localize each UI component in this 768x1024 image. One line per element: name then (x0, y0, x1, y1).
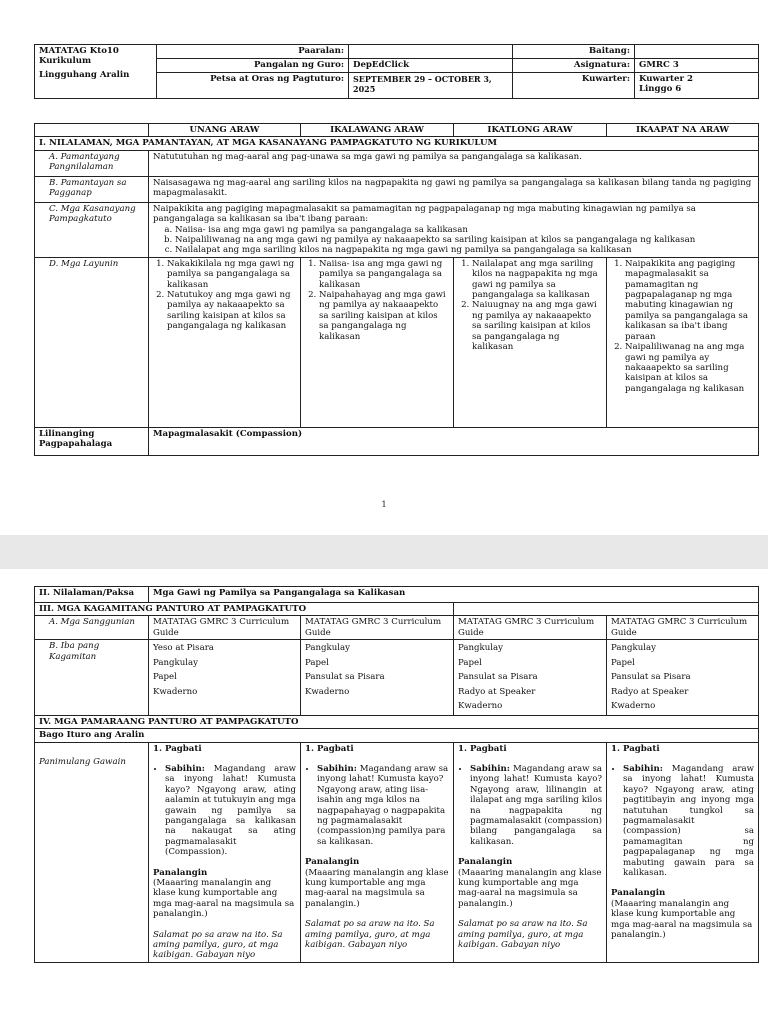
panimulang-day-2: 1. Pagbati • Sabihin: Magandang araw sa inyong lahat! Kumusta kayo? Ngayong araw, ating iisa-isahin ang mga kilos na nagpapahayag o nagpapakita ng pagmamalasakit (compassion)ng pamilya para sa kalikasan. Panalangin (Maaaring manalangin ang klase kung kumportable ang mga mag-aaral na magsimula sa panalangin.) Salamat po sa araw na ito. Sa aming pamilya, guro, at mga kaibigan. Gabayan niyo (301, 742, 454, 962)
kasanayan-item: b. Naipaliliwanag na ang mga gawi ng pamilya ay nakaaapekto sa sariling kaisipan at kilos sa pangangalaga ng kalikasan (175, 235, 754, 245)
section-3-title: III. MGA KAGAMITANG PANTURO AT PAMPAGKATUTO (35, 603, 454, 616)
mga-layunin-label: D. Mga Layunin (35, 257, 149, 427)
day-3-header: IKATLONG ARAW (454, 124, 607, 137)
paaralan-value (349, 45, 513, 59)
nilalaman-text: Mga Gawi ng Pamilya sa Pangangalaga sa Kalikasan (149, 587, 759, 603)
pamantayan-pagganap-label: B. Pamantayan sa Pagganap (35, 176, 149, 202)
kasanayang-pampagkatuto-content: Naipakikita ang pagiging mapagmalasakit sa pamamagitan ng pagpapalaganap ng mga mabuting kinagawian ng pamilya sa pangangalaga sa kalikasan sa iba't ibang paraan: a. Naiisa- isa ang mga gawi ng pamilya sa pangangalaga sa kalikasan b. Naipaliliwanag na ang mga gawi ng pamilya ay nakaaapekto sa sariling kaisipan at kilos sa pangangalaga ng kalikasan c. Nailalapat ang mga sariling kilos na nagpapakita ng mga gawi ng pamilya sa pangangalaga sa kalikasan (149, 202, 759, 257)
panimulang-day-3: 1. Pagbati • Sabihin: Magandang araw sa inyong lahat! Kumusta kayo? Ngayong araw, lilinangin at ilalapat ang mga sariling kilos na nagpapakita ng pagmamalasakit (compassion) bilang pangangalaga sa kalikasan. Panalangin (Maaaring manalangin ang klase kung kumportable ang mga mag-aaral na magsimula sa panalangin.) Salamat po sa araw na ito. Sa aming pamilya, guro, at mga kaibigan. Gabayan niyo (454, 742, 607, 962)
baitang-label: Baitang: (513, 45, 635, 59)
baitang-value (635, 45, 759, 59)
layunin-day-1: 1. Nakakikilala ng mga gawi ng pamilya sa pangangalaga sa kalikasan 2. Natutukoy ang mga gawi ng pamilya ay nakaaapekto sa sariling kaisipan at kilos sa pangangalaga ng kalikasan (149, 257, 301, 427)
pamantayan-pagganap-text: Naisasagawa ng mag-aaral ang sariling kilos na nagpapakita ng gawi ng pamilya sa pangangalaga sa kalikasan bilang tanda ng pagiging mapagmalasakit. (149, 176, 759, 202)
kagamitan-day-4: Pangkulay Papel Pansulat sa Pisara Radyo at Speaker Kwaderno (607, 640, 759, 716)
layunin-day-4: 1. Naipakikita ang pagiging mapagmalasakit sa pamamagitan ng pagpapalaganap ng mga mabuting kinagawian ng pamilya sa pangangalaga sa kalikasan sa iba't ibang paraan 2. Naipaliliwanag na ang mga gawi ng pamilya ay nakaaapekto sa sariling kaisipan at kilos sa pangangalaga ng kalikasan (607, 257, 759, 427)
sanggunian-label: A. Mga Sanggunian (35, 616, 149, 640)
lesson-plan-table-2 (34, 586, 759, 963)
paaralan-label: Paaralan: (157, 45, 349, 59)
kwarter-value: Kuwarter 2 Linggo 6 (635, 73, 759, 99)
day-2-header: IKALAWANG ARAW (301, 124, 454, 137)
sanggunian-day-1: MATATAG GMRC 3 Curriculum Guide (149, 616, 301, 640)
sanggunian-day-2: MATATAG GMRC 3 Curriculum Guide (301, 616, 454, 640)
layunin-day-3: 1. Nailalapat ang mga sariling kilos na nagpapakita ng mga gawi ng pamilya sa pangangalaga sa kalikasan 2. Naiuugnay na ang mga gawi ng pamilya ay nakaaapekto sa sariling kaisipan at kilos sa pangangalaga ng kalikasan (454, 257, 607, 427)
pamantayang-pangnilalaman-text: Natututuhan ng mag-aaral ang pag-unawa sa mga gawi ng pamilya sa pangangalaga sa kalikasan. (149, 150, 759, 176)
header-table (34, 44, 759, 99)
page-gap (0, 535, 768, 569)
pamantayang-pangnilalaman-label: A. Pamantayang Pangnilalaman (35, 150, 149, 176)
kasanayang-pampagkatuto-label: C. Mga Kasanayang Pampagkatuto (35, 202, 149, 257)
pagpapahalaga-label: Lilinanging Pagpapahalaga (35, 427, 149, 455)
kagamitan-day-2: Pangkulay Papel Pansulat sa Pisara Kwaderno (301, 640, 454, 716)
kasanayan-item: a. Naiisa- isa ang mga gawi ng pamilya sa pangangalaga sa kalikasan (175, 225, 754, 235)
section-1-title: I. NILALAMAN, MGA PAMANTAYAN, AT MGA KASANAYANG PAMPAGKATUTO NG KURIKULUM (35, 137, 759, 150)
asignatura-label: Asignatura: (513, 59, 635, 73)
section-4-title: IV. MGA PAMARAANG PANTURO AT PAMPAGKATUTO (35, 715, 759, 728)
pagpapahalaga-value: Mapagmalasakit (Compassion) (149, 427, 759, 455)
petsa-label: Petsa at Oras ng Pagtuturo: (157, 73, 349, 99)
day-4-header: IKAAPAT NA ARAW (607, 124, 759, 137)
asignatura-value: GMRC 3 (635, 59, 759, 73)
kagamitan-label: B. Iba pang Kagamitan (35, 640, 149, 716)
kwarter-label: Kuwarter: (513, 73, 635, 99)
page-number: 1 (381, 500, 387, 509)
curriculum-title: MATATAG Kto10 Kurikulum Lingguhang Aralin (35, 45, 157, 99)
panimulang-gawain-label: Panimulang Gawain (35, 742, 149, 962)
petsa-value: SEPTEMBER 29 – OCTOBER 3, 2025 (349, 73, 513, 99)
page-2 (0, 569, 768, 1024)
panimulang-day-4: 1. Pagbati • Sabihin: Magandang araw sa inyong lahat! Kumusta kayo? Ngayong araw, ating pagtitibayin ang inyong mga natutuhan tungkol sa pagmamalasakit (compassion) sa pamamagitan ng pagpapalaganap ng mga mabuting gawain para sa kalikasan. Panalangin (Maaaring manalangin ang klase kung kumportable ang mga mag-aaral na magsimula sa panalangin.) (607, 742, 759, 962)
guro-label: Pangalan ng Guro: (157, 59, 349, 73)
day-1-header: UNANG ARAW (149, 124, 301, 137)
kagamitan-day-3: Pangkulay Papel Pansulat sa Pisara Radyo at Speaker Kwaderno (454, 640, 607, 716)
nilalaman-label: II. Nilalaman/Paksa (35, 587, 149, 603)
kasanayan-list (153, 225, 754, 256)
bago-ituro-label: Bago Ituro ang Aralin (35, 729, 759, 742)
sanggunian-day-4: MATATAG GMRC 3 Curriculum Guide (607, 616, 759, 640)
kagamitan-day-1: Yeso at Pisara Pangkulay Papel Kwaderno (149, 640, 301, 716)
guro-value: DepEdClick (349, 59, 513, 73)
sanggunian-day-3: MATATAG GMRC 3 Curriculum Guide (454, 616, 607, 640)
lesson-plan-table (34, 123, 759, 456)
panimulang-day-1: 1. Pagbati • Sabihin: Magandang araw sa inyong lahat! Kumusta kayo? Ngayong araw, ating aalamin at tutukuyin ang mga gawain ng pamilya sa pangangalaga sa kalikasan na nakaugat sa ating pagmamalasakit (Compassion). Panalangin (Maaaring manalangin ang klase kung kumportable ang mga mag-aaral na magsimula sa panalangin.) Salamat po sa araw na ito. Sa aming pamilya, guro, at mga kaibigan. Gabayan niyo (149, 742, 301, 962)
layunin-day-2: 1. Naiisa- isa ang mga gawi ng pamilya sa pangangalaga sa kalikasan 2. Naipahahayag ang mga gawi ng pamilya ay nakaaapekto sa sariling kaisipan at kilos sa pangangalaga ng kalikasan (301, 257, 454, 427)
kasanayan-item: c. Nailalapat ang mga sariling kilos na nagpapakita ng mga gawi ng pamilya sa pangangalaga sa kalikasan (175, 245, 754, 255)
